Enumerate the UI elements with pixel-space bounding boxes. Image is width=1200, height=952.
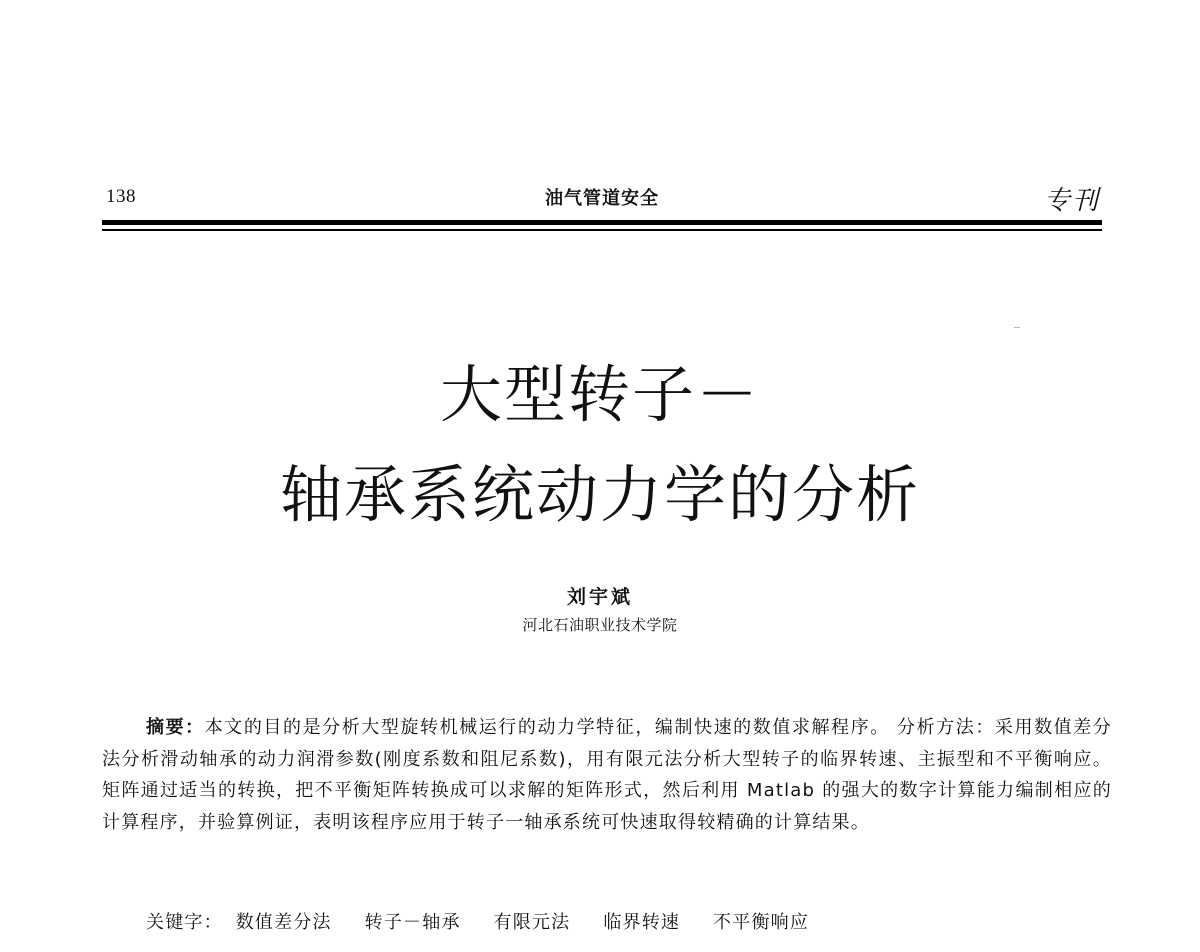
abstract-text: 本文的目的是分析大型旋转机械运行的动力学特征，编制快速的数值求解程序。 分析方法：采用数值差分法分析滑动轴承的动力润滑参数(刚度系数和阻尼系数)，用有限元法分析大型转子的临界转速、主振型和不平衡响应。矩阵通过适当的转换，把不平衡矩阵转换成可以求解的矩阵形式，然后利用 Matlab 的强大的数字计算能力编制相应的计算程序，并验算例证，表明该程序应用于转子一轴承系统可快速取得较精确的计算结果。 [102,717,1112,833]
keywords-label: 关键字： [146,912,223,933]
running-header [102,178,1102,218]
abstract-label: 摘要： [146,717,205,738]
title-line-1: 大型转子－ [439,358,760,431]
keyword: 数值差分法 [235,912,332,933]
keyword: 转子－轴承 [364,912,461,933]
author-affiliation: 河北石油职业技术学院 [522,616,678,634]
paper-title [100,345,1100,545]
keyword: 有限元法 [493,912,571,933]
header-rule-thick [102,220,1102,225]
author-name: 刘宇斌 [566,586,633,608]
issue-label: 专刊 [1043,186,1100,216]
keywords [146,908,1106,938]
header-rule-thin [102,229,1102,231]
journal-name: 油气管道安全 [545,188,659,209]
scan-mark [1014,327,1020,328]
page-number: 138 [106,186,136,207]
keyword: 临界转速 [603,912,681,933]
keyword: 不平衡响应 [713,912,810,933]
abstract [102,712,1112,838]
title-line-2: 轴承系统动力学的分析 [279,458,920,531]
